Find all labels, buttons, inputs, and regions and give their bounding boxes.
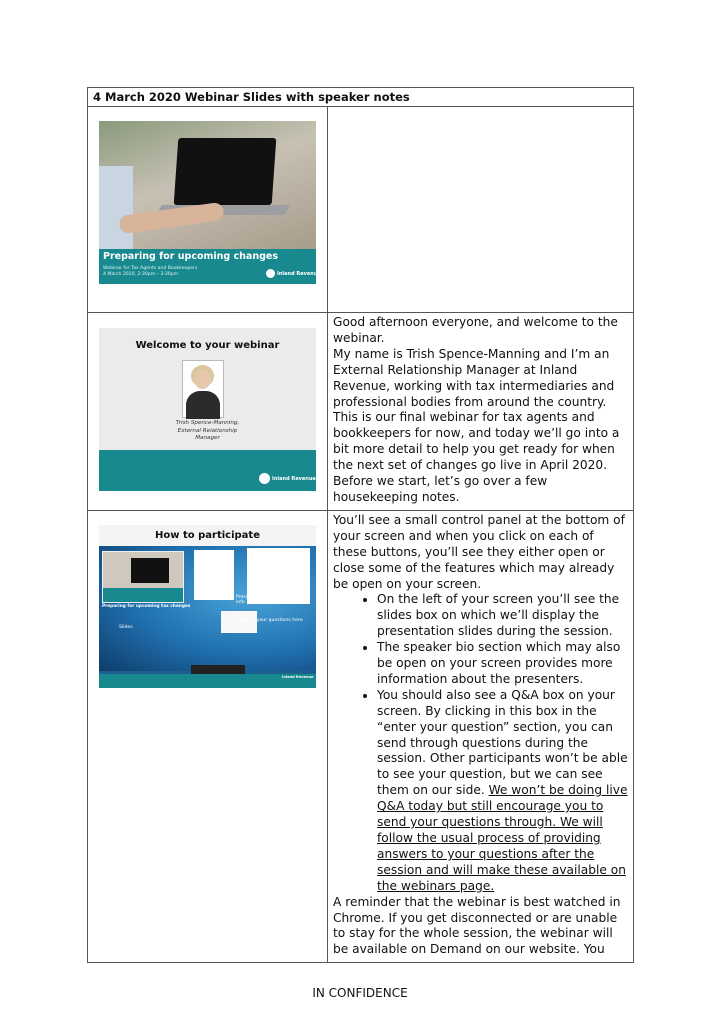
certificate-label: Certificate of Attendance: [275, 594, 305, 606]
laptop-screen: [174, 138, 277, 205]
slide-band: [99, 450, 316, 491]
note-paragraph: You’ll see a small control panel at the bottom of your screen and when you click on each of these buttons, you’ll see they either open or close some of the features which may already be open on your screen.: [333, 512, 625, 591]
notes-cell-2: [328, 313, 634, 511]
slide-subtitle: Webinar for Tax Agents and Bookkeepers 4 March 2020, 2:30pm – 3:30pm: [103, 266, 198, 277]
slide-thumbnail-how-to-participate: [99, 525, 316, 688]
slide-cell-1: [88, 107, 328, 313]
table-header: 4 March 2020 Webinar Slides with speaker notes: [88, 88, 634, 107]
inland-revenue-logo: Inland Revenue: [266, 269, 321, 278]
presenter-caption: Trish Spence-Manning, External Relationship Manager: [175, 420, 240, 441]
mini-slide-title: Preparing for upcoming tax changes: [102, 603, 191, 609]
slide-thumbnail-welcome: [99, 328, 316, 491]
notes-bullet-list: [333, 592, 628, 894]
inland-revenue-logo: Inland Revenue: [282, 674, 314, 679]
slide-title: How to participate: [99, 525, 316, 546]
logo-icon: [266, 269, 275, 278]
slides-label: Slides: [119, 624, 133, 630]
presenter-window: [194, 550, 234, 600]
person-figure: [99, 166, 133, 249]
presenter-label: Presenter info: [236, 594, 258, 606]
list-item: • You should also see a Q&A box on your screen. By clicking in this box in the “enter your question” section, you can send through questions during the session. Other participants won’t be able to see your question, but we can see them on our side. We won’t be doing live Q&A today but still encourage you to send your questions through. We will follow the usual process of providing answers to your questions after the session and will make these available on the webinars page.: [377, 688, 628, 895]
slide-title: Welcome to your webinar: [135, 340, 280, 351]
underlined-note: We won’t be doing live Q&A today but still encourage you to send your questions through. We will follow the usual process of providing answers to your questions after the session and will make these available on the webinars page.: [377, 783, 628, 893]
slide-cell-3: [88, 510, 328, 962]
inland-revenue-logo: Inland Revenue: [259, 473, 316, 484]
note-paragraph: A reminder that the webinar is best watched in Chrome. If you get disconnected or are unable to stay for the whole session, the webinar will be available on Demand on our website. You: [333, 894, 621, 957]
notes-cell-1: [328, 107, 634, 313]
presenter-photo: [182, 360, 224, 418]
slide-cell-2: [88, 313, 328, 511]
questions-label: Submit your questions here: [239, 617, 303, 623]
slides-window: [102, 551, 184, 603]
logo-icon: [259, 473, 270, 484]
list-item: • The speaker bio section which may also be open on your screen provides more information about the presenters.: [377, 640, 628, 688]
confidentiality-footer: IN CONFIDENCE: [312, 986, 408, 1000]
note-paragraph: My name is Trish Spence-Manning and I’m an External Relationship Manager at Inland Revenue, working with tax intermediaries and professional bodies from around the country. This is our final webinar for tax agents and bookkeepers for now, and today we’ll go into a bit more detail to help you get ready for when the next set of changes go live in April 2020.: [333, 346, 620, 473]
slide-title: Preparing for upcoming changes: [103, 251, 278, 262]
notes-cell-3: [328, 510, 634, 962]
slide-thumbnail-preparing: [99, 121, 321, 284]
note-paragraph: Before we start, let’s go over a few housekeeping notes.: [333, 474, 548, 504]
list-item: • On the left of your screen you’ll see the slides box on which we’ll display the presentation slides during the session.: [377, 592, 628, 640]
slides-notes-table: [87, 87, 634, 963]
note-paragraph: Good afternoon everyone, and welcome to the webinar.: [333, 315, 618, 345]
